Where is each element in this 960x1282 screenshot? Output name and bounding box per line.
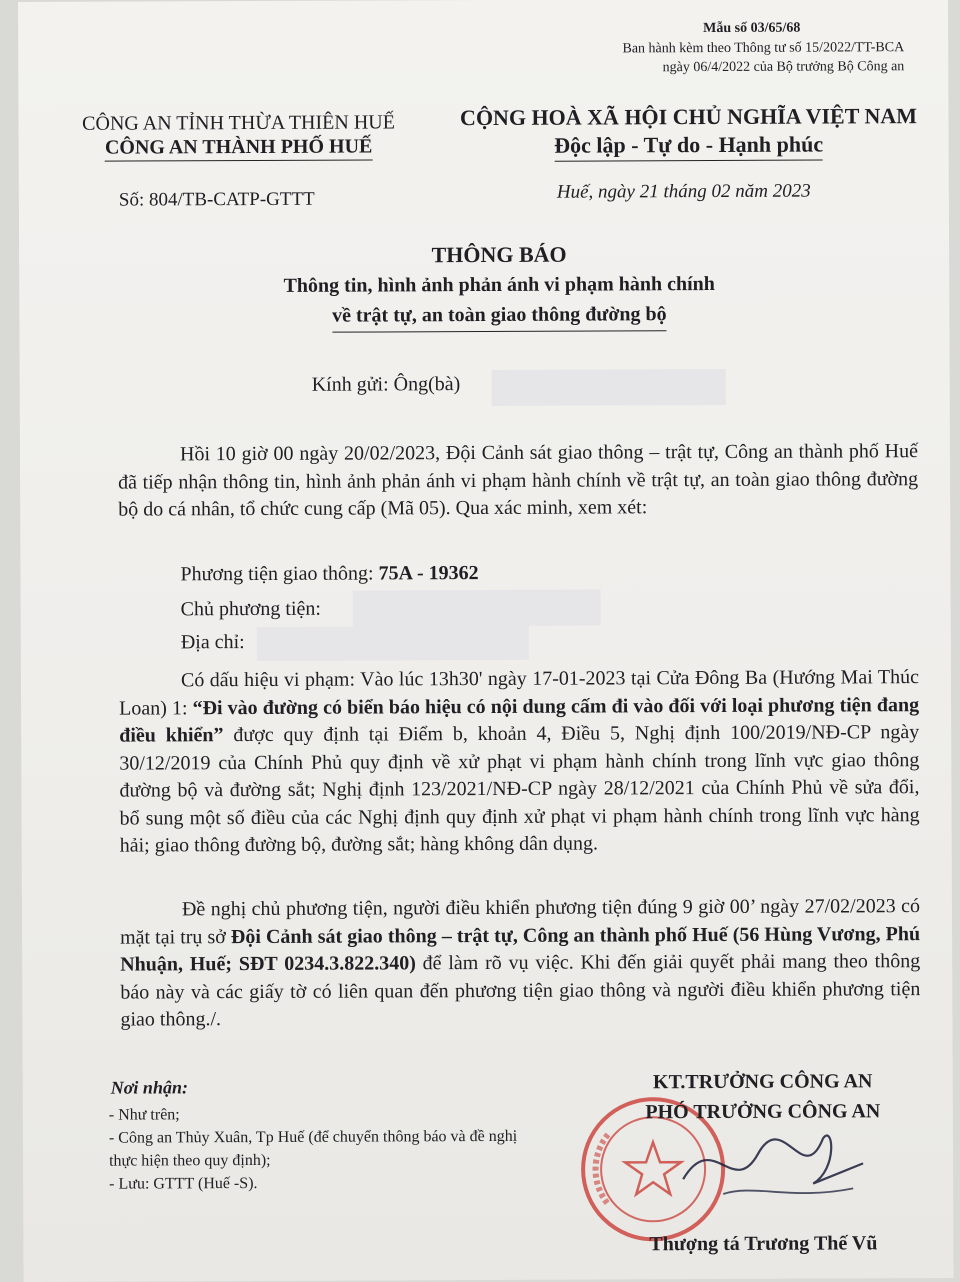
- redacted-owner: [353, 589, 601, 626]
- form-issued-line-2: ngày 06/4/2022 của Bộ trưởng Bộ Công an: [662, 59, 905, 76]
- request-office: Đội Cảnh sát giao thông – trật tự, Công an thành phố Huế (56 Hùng Vương, Phú Nhuận, Huế; SĐT 0234.3.822.340): [120, 922, 921, 976]
- recipients-list: [109, 1102, 549, 1196]
- handwritten-signature: [663, 1108, 883, 1219]
- vehicle-line: [180, 562, 478, 586]
- signature-title-2: PHÓ TRƯỞNG CÔNG AN: [645, 1100, 881, 1124]
- redacted-address: [257, 626, 529, 661]
- greeting: Kính gửi: Ông(bà): [311, 373, 461, 396]
- recipient-item: - Công an Thủy Xuân, Tp Huế (để chuyển thông báo và đề nghị thực hiện theo quy định);: [108, 1127, 518, 1170]
- title-sub-2: về trật tự, an toàn giao thông đường bộ: [332, 299, 667, 332]
- vehicle-label: Phương tiện giao thông:: [180, 562, 379, 586]
- national-header: [438, 102, 938, 162]
- recipient-item: - Như trên;: [108, 1106, 180, 1124]
- form-number: Mẫu số 03/65/68: [703, 20, 801, 37]
- signature-title-1: KT.TRƯỞNG CÔNG AN: [652, 1070, 873, 1094]
- address-label: Địa chỉ:: [180, 631, 245, 654]
- paragraph-request: [120, 893, 921, 1034]
- paragraph-violation: [119, 664, 920, 860]
- request-text-1: Đề nghị chủ phương tiện, người điều khiển phương tiện đúng 9 giờ 00’ ngày 27/02/2023 có mặt tại trụ sở: [120, 895, 921, 949]
- vehicle-plate: 75A - 19362: [378, 562, 479, 585]
- violation-offense: “Đi vào đường có biển báo hiệu có nội dung cấm đi vào đối với loại phương tiện đang điều khiển”: [119, 693, 920, 747]
- recipient-item: - Lưu: GTTT (Huế -S).: [109, 1174, 258, 1193]
- paragraph-intro: Hồi 10 giờ 00 ngày 20/02/2023, Đội Cảnh sát giao thông – trật tự, Công an thành phố Huế đã tiếp nhận thông tin, hình ảnh phản ánh vi phạm hành chính về trật tự, an toàn giao thông đường bộ do cá nhân, tổ chức cung cấp (Mã 05). Qua xác minh, xem xét:: [118, 440, 919, 521]
- redacted-recipient-name: [492, 369, 726, 406]
- document-page: [18, 0, 954, 1282]
- agency-header: [48, 110, 428, 162]
- document-title: [19, 238, 960, 334]
- request-text-2: để làm rõ vụ việc. Khi đến giải quyết phải mang theo thông báo này và các giấy tờ có liên quan đến phương tiện giao thông và người điều khiển phương tiện giao thông./.: [120, 950, 921, 1031]
- form-issued-note: [544, 38, 904, 78]
- place-date: Huế, ngày 21 tháng 02 năm 2023: [556, 180, 811, 203]
- nation-line-1: CỘNG HOÀ XÃ HỘI CHỦ NGHĨA VIỆT NAM: [459, 103, 918, 131]
- document-number: Số: 804/TB-CATP-GTTT: [118, 188, 315, 211]
- agency-line-2: CÔNG AN THÀNH PHỐ HUẾ: [105, 134, 373, 161]
- owner-label: Chủ phương tiện:: [180, 597, 322, 621]
- violation-text-2: được quy định tại Điểm b, khoản 4, Điều 5, Nghị định 100/2019/NĐ-CP ngày 30/12/2019 của Chính Phủ quy định về xử phạt vi phạm hành chính trong lĩnh vực giao thông đường bộ và đường sắt; Nghị định 123/2021/NĐ-CP ngày 28/12/2021 của Chính Phủ về sửa đổi, bổ sung một số điều của các Nghị định quy định xử phạt vi phạm hành chính trong lĩnh vực hàng hải; giao thông đường bộ, đường sắt; hàng không dân dụng.: [119, 721, 920, 857]
- title-sub-1: Thông tin, hình ảnh phản ánh vi phạm hành chính: [283, 272, 715, 297]
- form-issued-line-1: Ban hành kèm theo Thông tư số 15/2022/TT-BCA: [622, 40, 905, 57]
- recipients-title: Nơi nhận:: [110, 1077, 188, 1098]
- violation-text-1: Có dấu hiệu vi phạm: Vào lúc 13h30' ngày 17-01-2023 tại Cửa Đông Ba (Hướng Mai Thúc Loan) 1:: [119, 666, 920, 720]
- agency-line-1: CÔNG AN TỈNH THỪA THIÊN HUẾ: [82, 111, 395, 135]
- nation-motto: Độc lập - Tự do - Hạnh phúc: [554, 131, 823, 162]
- signer-name: Thượng tá Trương Thế Vũ: [649, 1232, 878, 1256]
- title-main: THÔNG BÁO: [431, 241, 567, 268]
